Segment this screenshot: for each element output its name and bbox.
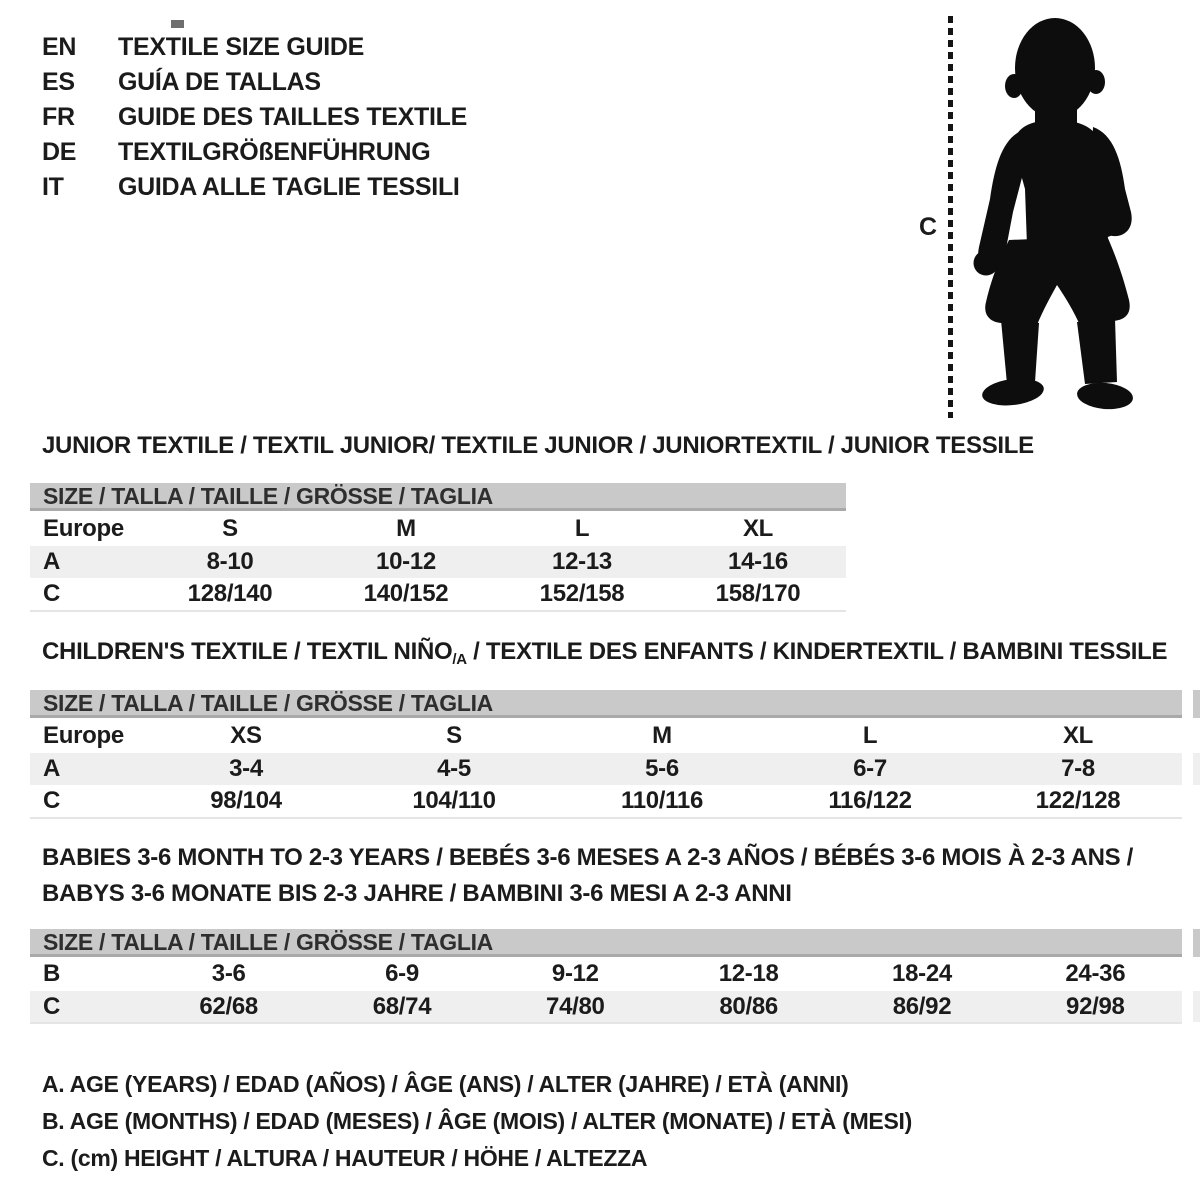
row-label: A [43,755,61,782]
title-line-2: BABYS 3-6 MONATE BIS 2-3 JAHRE / BAMBINI 3-6 MESI A 2-3 ANNI [42,880,792,907]
babies-section-title [42,840,1133,912]
lang-code: FR [42,103,75,131]
lang-code: DE [42,138,77,166]
babies-size-table [30,929,1182,1024]
language-title-list [42,30,467,205]
cell: 122/128 [1035,787,1121,814]
table-row-height [30,991,1182,1022]
cell: 18-24 [892,960,952,987]
cropped-edge-artifact [1193,991,1200,1022]
title-part: / TEXTILE DES ENFANTS / KINDERTEXTIL / BAMBINI TESSILE [466,638,1168,665]
cell: 92/98 [1066,992,1125,1020]
lang-row-fr [42,100,467,135]
cell: 116/122 [828,787,912,814]
baby-silhouette-icon [965,14,1143,416]
title-subscript: /A [452,651,467,668]
cell: 140/152 [363,580,449,607]
cell: 10-12 [376,548,436,575]
note-a: A. AGE (YEARS) / EDAD (AÑOS) / ÂGE (ANS) / ALTER (JAHRE) / ETÀ (ANNI) [42,1071,849,1097]
col-l: L [574,514,590,542]
table-row-height [30,578,846,610]
legend-notes [42,1066,912,1177]
scan-artifact [171,20,184,28]
note-b: B. AGE (MONTHS) / EDAD (MESES) / ÂGE (MOIS) / ALTER (MONATE) / ETÀ (MESI) [42,1108,912,1134]
lang-title: GUIDE DES TAILLES TEXTILE [118,103,468,131]
table-row-age [30,753,1182,785]
cell: 80/86 [719,992,778,1020]
table-header-row [30,511,846,546]
lang-row-it [42,170,467,205]
region-header: Europe [43,721,124,749]
lang-title: GUIDA ALLE TAGLIE TESSILI [118,173,460,201]
cell: 68/74 [372,992,432,1020]
lang-code: ES [42,68,75,96]
cell: 9-12 [551,960,599,987]
note-c: C. (cm) HEIGHT / ALTURA / HAUTEUR / HÖHE / ALTEZZA [42,1145,648,1171]
cell: 3-4 [229,755,263,782]
lang-code: EN [42,33,77,61]
junior-size-table [30,483,846,612]
junior-section-title: JUNIOR TEXTILE / TEXTIL JUNIOR/ TEXTILE JUNIOR / JUNIORTEXTIL / JUNIOR TESSILE [42,432,1034,459]
size-header-bar: SIZE / TALLA / TAILLE / GRÖSSE / TAGLIA [30,690,1182,718]
col-l: L [862,721,878,749]
cell: 5-6 [645,755,679,782]
row-label: C [43,787,61,814]
table-header-row [30,718,1182,753]
children-section-title [42,638,1167,668]
row-label: B [43,960,61,987]
cell: 6-7 [853,755,887,782]
col-xl: XL [1062,721,1094,749]
table-row-height [30,785,1182,817]
children-size-table [30,690,1182,819]
lang-title: GUÍA DE TALLAS [118,68,321,96]
cropped-edge-artifact [1193,929,1200,957]
cell: 152/158 [539,580,625,607]
cell: 3-6 [211,960,246,987]
lang-row-de [42,135,467,170]
height-measure-label: C [919,213,937,241]
cell: 12-13 [552,548,612,575]
region-header: Europe [43,514,124,542]
cell: 7-8 [1061,755,1095,782]
cell: 128/140 [187,580,273,607]
cell: 98/104 [210,787,282,814]
lang-code: IT [42,173,64,201]
col-m: M [652,721,672,749]
col-xs: XS [230,721,262,749]
cropped-edge-artifact [1193,690,1200,718]
title-line-1: BABIES 3-6 MONTH TO 2-3 YEARS / BEBÉS 3-6 MESES A 2-3 AÑOS / BÉBÉS 3-6 MOIS À 2-3 ANS / [42,844,1134,871]
col-xl: XL [742,514,774,542]
size-header-bar: SIZE / TALLA / TAILLE / GRÖSSE / TAGLIA [30,483,846,511]
col-m: M [396,514,416,542]
cropped-edge-artifact [1193,753,1200,785]
size-header-bar: SIZE / TALLA / TAILLE / GRÖSSE / TAGLIA [30,929,1182,957]
dashed-height-line [948,16,953,418]
lang-row-es [42,65,467,100]
cell: 104/110 [412,787,496,814]
table-row-age [30,546,846,578]
col-s: S [222,514,238,542]
table-row-months [30,957,1182,991]
row-label: C [43,580,61,607]
row-label: C [43,992,61,1020]
cell: 6-9 [385,960,419,987]
row-label: A [43,548,61,575]
cell: 8-10 [206,548,254,575]
col-s: S [446,721,462,749]
lang-row-en [42,30,467,65]
lang-title: TEXTILE SIZE GUIDE [118,33,365,61]
cell: 158/170 [715,580,801,607]
title-part: CHILDREN'S TEXTILE / TEXTIL NIÑO [42,638,453,665]
cell: 14-16 [728,548,788,575]
cell: 74/80 [546,992,605,1020]
cell: 62/68 [199,992,258,1020]
cell: 24-36 [1065,960,1126,987]
cell: 12-18 [718,960,779,987]
cell: 110/116 [620,787,703,814]
cell: 86/92 [892,992,952,1020]
lang-title: TEXTILGRÖßENFÜHRUNG [118,138,431,166]
cell: 4-5 [437,755,471,782]
